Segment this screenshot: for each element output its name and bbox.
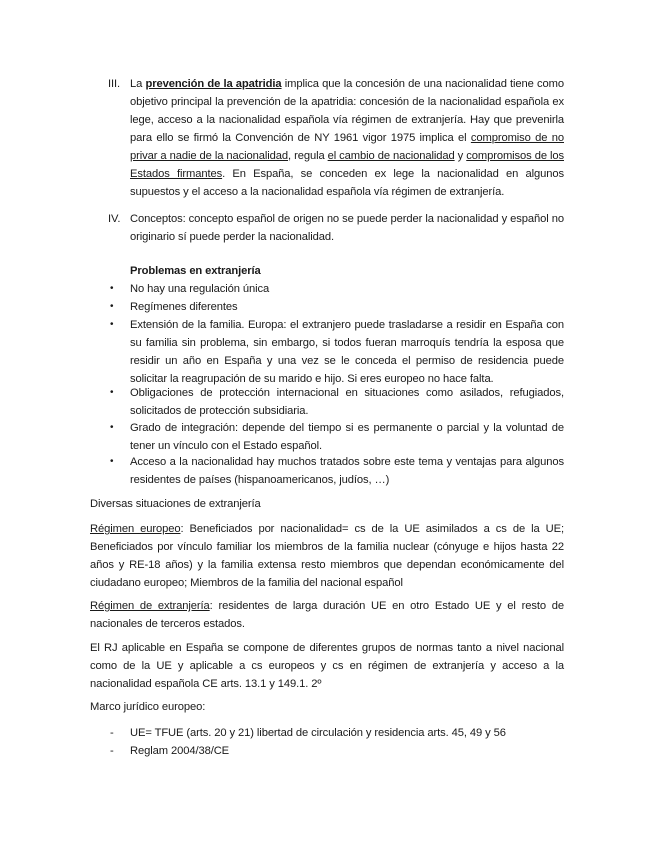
paragraph-regimen-extranjeria bbox=[90, 597, 564, 633]
term-cambio-nacionalidad: el cambio de nacionalidad bbox=[327, 150, 455, 162]
list-number-iv: IV. bbox=[108, 213, 121, 225]
text-run: : Beneficiados por nacionalidad= cs de la UE asimilados a cs de la UE; Beneficiados por vínculo familiar los miembros de la familia nuclear (cónyuge e hijos hasta 22 años y RE-18 años) y la familia extensa resto miembros que dependan económicamente del ciudadano europeo; Miembros de la familia del nacional español bbox=[90, 523, 565, 589]
list-number-iii: III. bbox=[108, 78, 121, 90]
bullet-icon: • bbox=[110, 422, 114, 433]
paragraph-rj-aplicable: El RJ aplicable en España se compone de diferentes grupos de normas tanto a nivel nacional como de la UE y aplicable a cs europeos y cs en régimen de extranjería y acceso a la nacionalidad española CE arts. 13.1 y 149.1. 2º bbox=[90, 642, 564, 690]
term-regimen-europeo: Régimen europeo bbox=[90, 523, 181, 535]
text-run: . En España, se conceden ex lege la nacionalidad en algunos supuestos y el acceso a la nacionalidad española vía régimen de extranjería. bbox=[130, 168, 565, 198]
text-run: y bbox=[454, 150, 467, 162]
text-run: : residentes de larga duración UE en otro Estado UE y el resto de nacionales de terceros estados. bbox=[90, 600, 565, 630]
paragraph-conceptos: Conceptos: concepto español de origen no se puede perder la nacionalidad y español no originario sí puede perder la nacionalidad. bbox=[130, 213, 564, 243]
text-run: implica que la concesión de una nacionalidad tiene como objetivo principal la prevención de la apatridia: concesión de la nacionalidad española ex lege, acceso a la nacionalidad española vía régimen de extranjería. Hay que prevenirla para ello se firmó la Convención de NY 1961 vigor 1975 implica el bbox=[130, 78, 564, 144]
list-item: Reglam 2004/38/CE bbox=[130, 745, 230, 757]
paragraph-apatridia bbox=[130, 75, 564, 201]
term-regimen-extranjeria: Régimen de extranjería bbox=[90, 600, 210, 612]
bullet-icon: • bbox=[110, 456, 114, 467]
heading-problemas: Problemas en extranjería bbox=[130, 265, 261, 277]
text-run: La bbox=[130, 78, 146, 90]
list-item: No hay una regulación única bbox=[130, 283, 270, 295]
paragraph-diversas: Diversas situaciones de extranjería bbox=[90, 498, 261, 510]
heading-marco-juridico: Marco jurídico europeo: bbox=[90, 701, 206, 713]
term-compromiso-no-privar: compromiso de no privar a nadie de la nacionalidad bbox=[130, 132, 564, 162]
term-compromisos-estados: compromisos de los Estados firmantes bbox=[130, 150, 564, 180]
bullet-icon: • bbox=[110, 283, 114, 294]
bullet-icon: • bbox=[110, 387, 114, 398]
term-prevencion-apatridia: prevención de la apatridia bbox=[145, 78, 282, 90]
list-item: Grado de integración: depende del tiempo si es permanente o parcial y la voluntad de tener un vínculo con el Estado español. bbox=[130, 422, 564, 452]
list-item: Obligaciones de protección internacional en situaciones como asilados, refugiados, solicitados de protección subsidiaria. bbox=[130, 387, 564, 417]
list-item: Extensión de la familia. Europa: el extranjero puede trasladarse a residir en España con su familia sin problema, sin embargo, si todos fueran marroquís tendría la esposa que residir un año en España y una vez se le conceda el permiso de residencia puede solicitar la reagrupación de su marido e hijo. Si eres europeo no hace falta. bbox=[130, 319, 564, 385]
dash-icon: - bbox=[110, 727, 114, 739]
list-item: UE= TFUE (arts. 20 y 21) libertad de circulación y residencia arts. 45, 49 y 56 bbox=[130, 727, 506, 739]
bullet-icon: • bbox=[110, 319, 114, 330]
dash-icon: - bbox=[110, 745, 114, 757]
text-run: , regula bbox=[288, 150, 328, 162]
list-item: Acceso a la nacionalidad hay muchos tratados sobre este tema y ventajas para algunos residentes de países (hispanoamericanos, judíos, …) bbox=[130, 456, 564, 486]
paragraph-regimen-europeo bbox=[90, 520, 564, 592]
list-item: Regímenes diferentes bbox=[130, 301, 238, 313]
bullet-icon: • bbox=[110, 301, 114, 312]
